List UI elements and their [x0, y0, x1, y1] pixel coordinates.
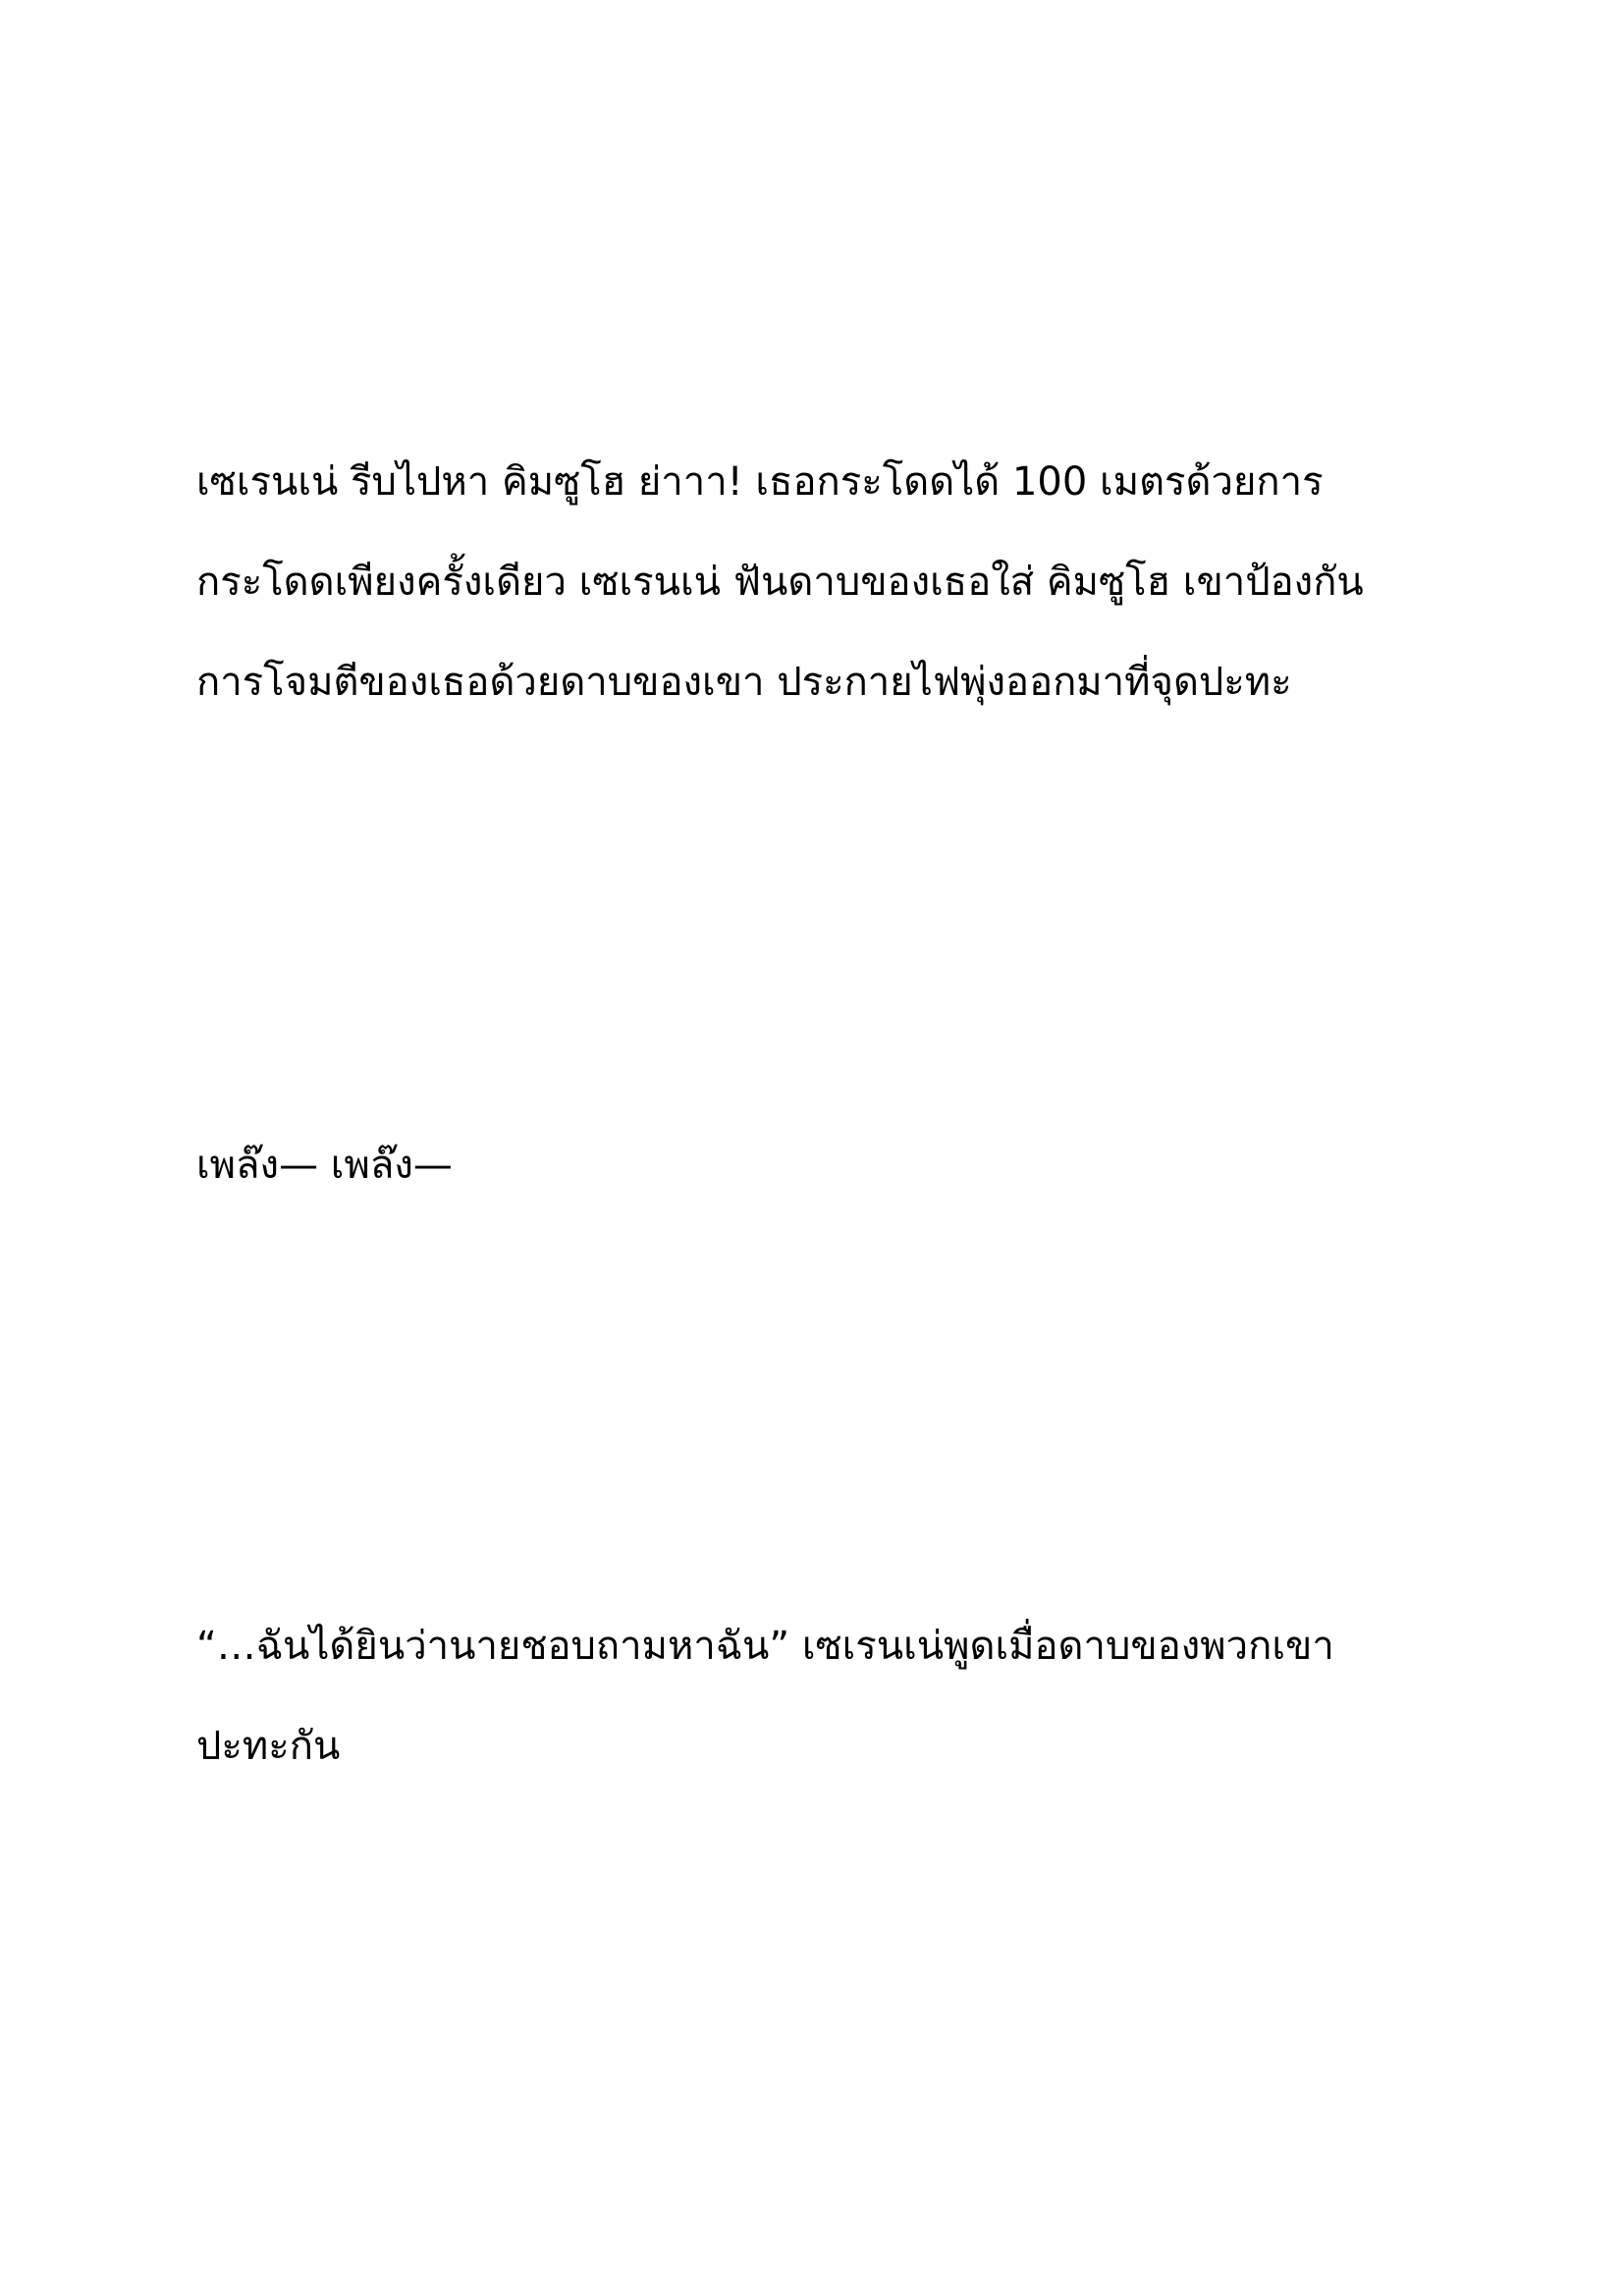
paragraph-3-line-2: ปะทะกัน	[196, 1724, 341, 1769]
paragraph-1-line-2: กระโดดเพียงครั้งเดียว เซเรนเน่ ฟันดาบของเธอใส่ คิมซูโฮ เขาป้องกัน	[196, 560, 1364, 605]
paragraph-1-line-3: การโจมตีของเธอด้วยดาบของเขา ประกายไฟพุ่งออกมาที่จุดปะทะ	[196, 660, 1292, 705]
paragraph-3-line-1: “…ฉันได้ยินว่านายชอบถามหาฉัน” เซเรนเน่พูดเมื่อดาบของพวกเขา	[196, 1624, 1334, 1669]
paragraph-2-line-1: เพล๊ง— เพล๊ง—	[196, 1143, 453, 1188]
paragraph-1-line-1: เซเรนเน่ รีบไปหา คิมซูโฮ ย่าาา! เธอกระโดดได้ 100 เมตรด้วยการ	[196, 459, 1324, 505]
